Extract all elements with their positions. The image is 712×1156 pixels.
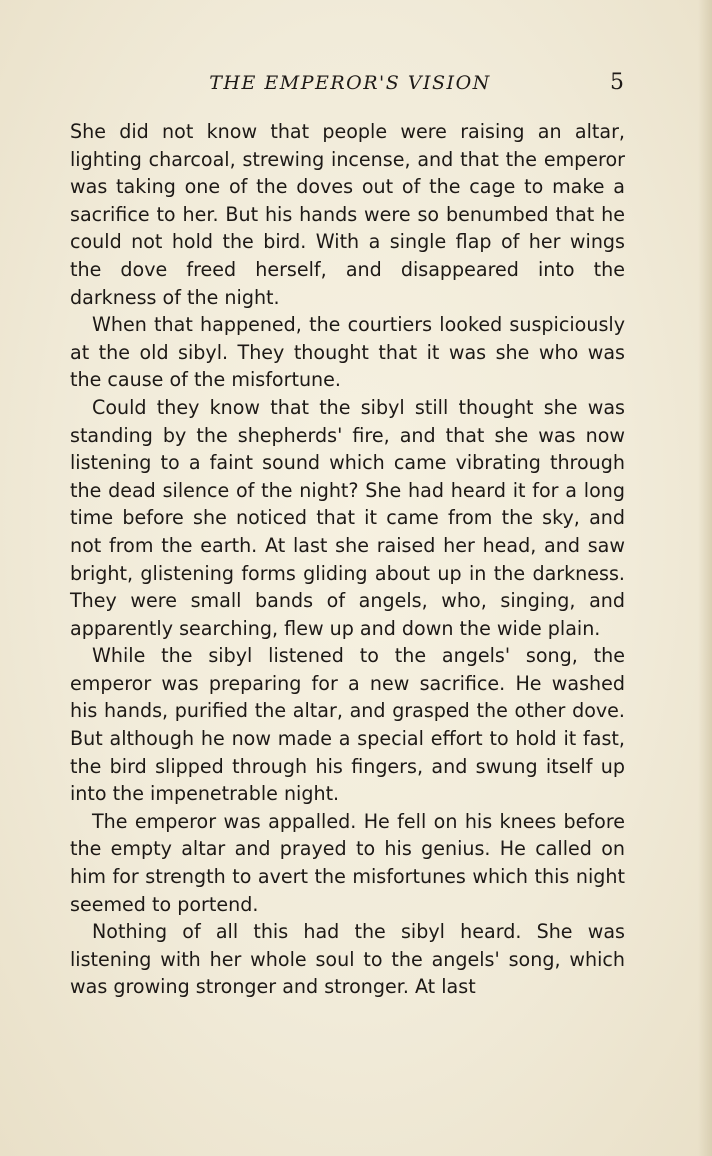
page-edge-shadow (698, 0, 712, 1156)
paragraph: Nothing of all this had the sibyl heard. She was listening with her whole soul to the angels' song, which was growing stronger and stronger. At last (70, 920, 625, 999)
paragraph: While the sibyl listened to the angels' song, the emperor was preparing for a new sacrifice. He washed his hands, purified the altar, and grasped the other dove. But although he now made a special effort to hold it fast, the bird slipped through his fingers, and swung itself up into the impenetrable night. (70, 644, 625, 806)
page-number: 5 (610, 70, 624, 95)
body-text (70, 118, 625, 1001)
paragraph: The emperor was appalled. He fell on his knees before the empty altar and prayed to his genius. He called on him for strength to avert the misfortunes which this night seemed to portend. (70, 809, 625, 916)
running-head (70, 70, 630, 102)
running-title: THE EMPEROR'S VISION (209, 72, 491, 94)
paragraph: She did not know that people were raising an altar, lighting charcoal, strewing incense, and that the emperor was taking one of the doves out of the cage to make a sacrifice to her. But his hands were so benumbed that he could not hold the bird. With a single flap of her wings the dove freed herself, and disappeared into the darkness of the night. (70, 120, 625, 309)
paragraph: Could they know that the sibyl still thought she was standing by the shepherds' fire, and that she was now listening to a faint sound which came vibrating through the dead silence of the night? She had heard it for a long time before she noticed that it came from the sky, and not from the earth. At last she raised her head, and saw bright, glistening forms gliding about up in the darkness. They were small bands of angels, who, singing, and apparently searching, flew up and down the wide plain. (70, 395, 625, 640)
paragraph: When that happened, the courtiers looked suspiciously at the old sibyl. They thought that it was she who was the cause of the misfortune. (70, 313, 625, 392)
